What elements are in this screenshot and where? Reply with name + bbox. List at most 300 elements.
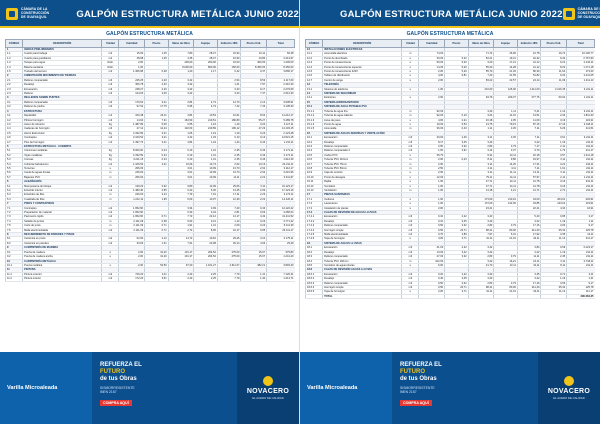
grand-total-label: TOTAL	[323, 294, 402, 298]
cell-code: 3.1	[6, 100, 23, 104]
cell-equipment: 229,37	[494, 96, 518, 100]
cell-code: 18.6	[306, 268, 323, 272]
cell-quantity: 1,00	[419, 189, 445, 193]
cell-labor: 2,43	[168, 277, 194, 281]
cell-indirect: 475,00	[217, 250, 241, 254]
cell-quantity: 19,00	[419, 122, 445, 126]
ad-cta-button[interactable]: COMPRA AQUÍ	[400, 400, 432, 406]
cell-code: 10.1	[6, 263, 23, 267]
cell-unit: u	[402, 70, 419, 74]
cell-equipment: 1,16	[194, 122, 218, 126]
cell-labor: 55,20	[468, 65, 494, 69]
cell-indirect: 87,16	[517, 122, 541, 126]
cell-description: Desalojo	[323, 250, 402, 254]
cell-labor: 9,80	[168, 184, 194, 188]
grand-total-value: 396.263,35	[567, 294, 595, 298]
cell-equipment: 14,11	[494, 175, 518, 179]
cell-unit: Glob.	[102, 61, 119, 65]
cell-unit: Glob.	[102, 65, 119, 69]
cell-unit: m3	[402, 281, 419, 285]
ad-sub-1: SISMORRESISTENTE	[400, 386, 435, 390]
cell-price: 3,51	[145, 277, 169, 281]
cell-description: Acometida	[323, 127, 402, 131]
cell-description: Excavación	[323, 136, 402, 140]
cell-unit: m3	[102, 100, 119, 104]
cell-equipment: 21,01	[494, 290, 518, 294]
cell-indirect: 22,41	[517, 206, 541, 210]
cell-unit-price: 0,23	[241, 131, 267, 135]
cell-labor: 7,72	[168, 215, 194, 219]
cell-unit: u	[102, 263, 119, 267]
logo-line-2: CONSTRUCCIÓN	[577, 11, 606, 16]
cell-labor: 0,55	[168, 122, 194, 126]
cell-description: Bajantes PVC	[23, 175, 102, 179]
cell-quantity: 35,70	[419, 153, 445, 157]
cell-total: 3.414,97	[267, 56, 295, 60]
cell-code: 14.1	[306, 96, 323, 100]
cell-description: Punto de tomacorriente especial	[323, 65, 402, 69]
cell-description: SISTEMA DE AGUAS SERVIDAS Y VENTILACIÓN	[323, 131, 402, 135]
cell-quantity: 100,48	[119, 114, 145, 118]
cell-labor: 41,11	[468, 237, 494, 241]
cell-equipment: 1,44	[194, 140, 218, 144]
advertisement-banner-right[interactable]	[300, 352, 600, 424]
cell-price: 0,43	[445, 127, 469, 131]
cell-code: 9.1	[6, 250, 23, 254]
ad-content	[392, 352, 538, 424]
cell-unit-price: 2,34	[541, 114, 567, 118]
cell-unit-price: 1,41	[241, 272, 267, 276]
cell-labor: 3,43	[468, 109, 494, 113]
cell-quantity: 0,50	[419, 281, 445, 285]
cell-total: 41.211,52	[267, 215, 295, 219]
cell-indirect: 57,97	[517, 175, 541, 179]
cell-total: 14.521,15	[267, 136, 295, 140]
cell-equipment: 1,31	[194, 153, 218, 157]
cell-total: 3.771,22	[267, 219, 295, 223]
ad-headline-2: FUTURO	[100, 369, 125, 375]
table-header-row	[306, 40, 595, 48]
cell-quantity: 306,78	[119, 83, 145, 87]
cell-price: 1,25	[145, 56, 169, 60]
cell-unit: u	[102, 250, 119, 254]
cell-quantity: 2,50	[419, 144, 445, 148]
cell-description: Pavimento rígido	[23, 215, 102, 219]
cell-unit-price: 2,22	[241, 197, 267, 201]
cell-description: Punto de tomacorriente 220V	[323, 70, 402, 74]
cell-labor: 173,09	[468, 197, 494, 201]
cell-description: TELEFONÍA	[323, 83, 402, 87]
cell-indirect: 1,21	[217, 83, 241, 87]
cell-indirect: 7,11	[517, 127, 541, 131]
col-description: DESCRIPCIÓN	[23, 40, 102, 48]
cell-unit: u	[402, 78, 419, 82]
ad-headline	[400, 362, 442, 383]
cell-labor: 3,12	[468, 149, 494, 153]
cell-description: Piso de hormigón	[23, 140, 102, 144]
cell-indirect: 13,73	[217, 171, 241, 175]
page-header	[0, 0, 299, 28]
cell-price: 7,31	[145, 118, 169, 122]
cell-labor: 7,79	[168, 193, 194, 197]
cell-quantity: 1,00	[419, 149, 445, 153]
cell-labor: 27,71	[468, 184, 494, 188]
cell-equipment: 26,90	[494, 52, 518, 56]
cell-unit: u	[402, 61, 419, 65]
cell-unit-price: 1,12	[541, 109, 567, 113]
cell-equipment: 10,07	[194, 197, 218, 201]
cell-equipment: 3,79	[494, 281, 518, 285]
cell-code: 18.6.5	[306, 290, 323, 294]
cell-equipment: 4,21	[494, 189, 518, 193]
cell-description: Hormigón simple	[323, 285, 402, 289]
cell-unit: m3	[402, 255, 419, 259]
cell-unit: m2	[102, 162, 119, 166]
cell-description: CIMENTACIÓN MOVIMIENTO DE TIERRAS	[23, 74, 102, 78]
cell-total: 1.241,23	[267, 255, 295, 259]
cell-unit-price: 3,35	[541, 233, 567, 237]
cell-unit: u	[402, 180, 419, 184]
cell-quantity: 170,62	[119, 100, 145, 104]
cell-indirect: 10,94	[217, 52, 241, 56]
cell-total: 14.122,22	[267, 206, 295, 210]
cell-total: 7.126,41	[267, 272, 295, 276]
cell-code: 16.11	[306, 180, 323, 184]
cell-price: 23,71	[445, 285, 469, 289]
col-quantity: Cantidad	[419, 40, 445, 48]
cell-unit-price: 15,07	[241, 250, 267, 254]
cell-indirect: 211,20	[517, 285, 541, 289]
ad-headline-2: FUTURO	[400, 369, 425, 375]
cell-unit: m3	[402, 136, 419, 140]
page-header-right	[300, 0, 606, 28]
cell-description: Trazado del terreno	[23, 70, 102, 74]
cell-total: 211,11	[567, 171, 595, 175]
logo-line-2: CONSTRUCCIÓN	[21, 11, 50, 16]
cell-description: Relleno compactado	[23, 78, 102, 82]
cell-unit: m3	[102, 92, 119, 96]
cell-equipment: 3,45	[494, 136, 518, 140]
cell-total: 31.123,17	[267, 184, 295, 188]
cell-unit-price: 0,43	[241, 158, 267, 162]
cell-indirect: 12,30	[217, 197, 241, 201]
cell-equipment: 0,21	[194, 219, 218, 223]
cell-labor: 1,11	[468, 127, 494, 131]
cell-equipment: 3,79	[494, 144, 518, 148]
cell-quantity: 1.212,11	[119, 197, 145, 201]
cell-quantity: 266,00	[119, 175, 145, 179]
cell-labor: 52,21	[468, 56, 494, 60]
cell-labor: 7,97	[468, 233, 494, 237]
cell-description: Relleno compactado	[23, 100, 102, 104]
cell-description: Desalojo	[323, 140, 402, 144]
cell-code: 6.2	[6, 189, 23, 193]
cell-code: 1.5	[6, 70, 23, 74]
cell-code: 11.1	[6, 272, 23, 276]
cell-equipment: 12,09	[194, 184, 218, 188]
cell-equipment: 14,11	[494, 184, 518, 188]
cell-indirect: 25,06	[217, 184, 241, 188]
ad-brand-tagline: EL ACERO DE CALIDAD	[252, 396, 284, 400]
cell-price: 6,81	[445, 74, 469, 78]
cell-description: Puerta de madera	[23, 250, 102, 254]
cell-description: Centro de carga	[323, 78, 402, 82]
cell-indirect: 41,12	[517, 61, 541, 65]
cell-unit: m	[402, 52, 419, 56]
cell-quantity: 2,00	[419, 206, 445, 210]
ad-subtext	[400, 386, 435, 394]
cell-indirect: 11,11	[217, 175, 241, 179]
cell-indirect: 29,26	[217, 237, 241, 241]
cell-quantity: 41,00	[419, 246, 445, 250]
logo-line-1: CÁMARA DE LA	[577, 7, 605, 12]
cell-indirect: 7,17	[517, 144, 541, 148]
cell-unit: m2	[102, 228, 119, 232]
cell-price: 3,21	[145, 162, 169, 166]
cell-code: 1	[6, 48, 23, 52]
cell-total: 3.174,11	[267, 193, 295, 197]
cell-code: 17.4.5	[306, 233, 323, 237]
cell-equipment: 1,31	[194, 224, 218, 228]
cell-unit: u	[402, 96, 419, 100]
cell-quantity: 2,00	[419, 171, 445, 175]
cell-labor: 4,35	[168, 56, 194, 60]
cell-total: 3.938,91	[267, 100, 295, 104]
cell-quantity: 2,00	[119, 250, 145, 254]
ad-brand	[538, 352, 600, 424]
cell-code: 1.1	[6, 52, 23, 56]
col-total: Total	[267, 40, 295, 48]
cell-unit-price: 60,04	[541, 96, 567, 100]
cell-unit-price: 0,44	[241, 140, 267, 144]
cell-code: 7.2	[6, 211, 23, 215]
cell-description: Sumidero de aguas lluvias	[323, 263, 402, 267]
cell-unit: m	[102, 224, 119, 228]
cell-equipment: 21,01	[494, 237, 518, 241]
cell-indirect: 3,23	[217, 92, 241, 96]
table-body-right	[306, 48, 595, 295]
cell-code: 5	[6, 144, 23, 148]
cell-unit-price: 11,09	[541, 78, 567, 82]
cell-description: Enlucido interior	[23, 189, 102, 193]
cell-total: 22.211,11	[267, 162, 295, 166]
cell-description: SISTEMA DE AGUAS LLUVIAS	[323, 241, 402, 245]
cell-unit: m2	[102, 215, 119, 219]
cell-code: 16.1	[306, 136, 323, 140]
cell-indirect: 34,00	[517, 197, 541, 201]
col-unit-price: Precio Unit.	[241, 40, 267, 48]
cell-indirect: 3,84	[517, 246, 541, 250]
cell-unit: m3	[402, 228, 419, 232]
cell-equipment: 3,45	[494, 127, 518, 131]
logo-text-right	[578, 8, 606, 19]
cell-description: Punto de desagüe	[323, 175, 402, 179]
cell-indirect: 1,13	[217, 219, 241, 223]
cell-code: 7	[6, 202, 23, 206]
cell-equipment: 142,00	[494, 202, 518, 206]
advertisement-banner-left[interactable]	[0, 352, 299, 424]
cell-total: 211,11	[567, 250, 595, 254]
cell-labor: 41,11	[468, 290, 494, 294]
cell-indirect: 2,81	[217, 211, 241, 215]
cell-labor: 3,42	[168, 92, 194, 96]
cell-labor: 101,17	[168, 255, 194, 259]
cell-indirect: 3,45	[517, 272, 541, 276]
cell-code: 7.6	[6, 228, 23, 232]
cell-unit: m3	[102, 78, 119, 82]
cell-unit: m2	[102, 114, 119, 118]
cell-description: Enlucidos de filos	[23, 193, 102, 197]
cell-unit-price: 0,63	[241, 211, 267, 215]
cell-unit-price: 0,37	[241, 70, 267, 74]
cell-indirect: 2,54	[217, 78, 241, 82]
cell-total: 17.123,16	[267, 189, 295, 193]
cell-price: 0,48	[145, 70, 169, 74]
cell-code: 9	[6, 246, 23, 250]
cell-description: ALBAÑILERÍA	[23, 180, 102, 184]
cell-quantity: 0,50	[419, 285, 445, 289]
cell-indirect: 211,20	[517, 228, 541, 232]
cell-labor: 3,34	[168, 206, 194, 210]
col-unit: Unidad	[102, 40, 119, 48]
cell-labor: 0,95	[168, 105, 194, 109]
cell-equipment: 2,37	[494, 149, 518, 153]
cell-total: 9,17	[567, 281, 595, 285]
cell-unit: m3	[402, 250, 419, 254]
cell-equipment: 4,73	[194, 105, 218, 109]
cell-total: 173,23	[567, 70, 595, 74]
cell-description: Hormigón simple	[323, 228, 402, 232]
cell-unit-price: 0,13	[241, 136, 267, 140]
cell-price: 2,55	[145, 189, 169, 193]
ad-cta-button[interactable]: COMPRA AQUÍ	[100, 400, 132, 406]
cell-labor: 3,43	[468, 277, 494, 281]
cell-equipment: 8,06	[194, 228, 218, 232]
cell-unit: m3	[402, 144, 419, 148]
cell-description: Excavación	[323, 272, 402, 276]
cell-price: 0,24	[145, 153, 169, 157]
cell-description: CARPINTERÍA DE MADERA	[23, 246, 102, 250]
cell-quantity: 4,00	[419, 237, 445, 241]
cell-labor: 10,09	[168, 162, 194, 166]
cell-unit: m2	[102, 277, 119, 281]
cell-description: Tubería PVC 75mm	[323, 162, 402, 166]
cell-description: Instalación de piezas	[323, 206, 402, 210]
cell-unit: m2	[102, 184, 119, 188]
cell-labor: 3,01	[168, 175, 194, 179]
cell-labor: 3,20	[468, 61, 494, 65]
cell-unit: m	[102, 197, 119, 201]
cell-quantity: 27,12	[119, 127, 145, 131]
cell-indirect: 5,41	[517, 109, 541, 113]
cell-indirect: 41,12	[517, 65, 541, 69]
cell-unit: m	[102, 193, 119, 197]
cell-description: Tubería PVC 110mm	[323, 158, 402, 162]
cell-equipment: 13,11	[494, 263, 518, 267]
cell-total: 11.212,17	[267, 114, 295, 118]
cell-price: 3,32	[445, 144, 469, 148]
grand-total-row	[306, 294, 595, 298]
cell-unit-price: 3.216,45	[541, 87, 567, 91]
cell-equipment: 10,53	[194, 114, 218, 118]
cell-equipment: 19,41	[494, 56, 518, 60]
cell-code: 12.7	[306, 78, 323, 82]
cell-equipment: 2,35	[494, 118, 518, 122]
cell-description: ESTRUCTURA METÁLICA - CUBIERTA	[23, 144, 102, 148]
cell-code: 16.10	[306, 175, 323, 179]
cell-quantity: 1,00	[419, 87, 445, 91]
cell-equipment: 14,20	[494, 162, 518, 166]
cell-code: 2.2	[6, 83, 23, 87]
cell-price: 3,21	[145, 100, 169, 104]
cell-description: Contrapiso	[23, 136, 102, 140]
table-row	[6, 277, 295, 281]
cell-price: 3,21	[145, 136, 169, 140]
ad-brand	[237, 352, 299, 424]
cell-quantity: 2,00	[119, 255, 145, 259]
table-subtitle-right: GALPÓN ESTRUCTURA METÁLICA	[406, 31, 494, 37]
cell-unit: u	[402, 65, 419, 69]
cell-indirect: 196,12	[217, 127, 241, 131]
cell-labor: 3,42	[168, 78, 194, 82]
cell-unit-price: 204,91	[541, 197, 567, 201]
cell-total: 211,11	[567, 189, 595, 193]
cell-equipment: 3,44	[194, 211, 218, 215]
cell-code: 18.3	[306, 255, 323, 259]
cell-description: Punto de tomacorriente	[323, 61, 402, 65]
cell-indirect: 10,78	[517, 52, 541, 56]
cell-total: 111,17	[567, 290, 595, 294]
cell-price: 5,20	[445, 65, 469, 69]
cell-total: 143,91	[567, 202, 595, 206]
cell-unit: m	[402, 162, 419, 166]
cell-unit-price: 2,93	[241, 189, 267, 193]
cell-unit: u	[402, 202, 419, 206]
cell-description: Relleno compactado	[323, 144, 402, 148]
cell-total: 2.175,11	[267, 237, 295, 241]
cell-indirect: 22,18	[517, 153, 541, 157]
cell-code: 10	[6, 259, 23, 263]
col-labor: Mano de Obra	[168, 40, 194, 48]
cell-labor: 0,13	[168, 158, 194, 162]
cell-unit-price: 1,19	[541, 250, 567, 254]
cell-total: 3,11	[567, 272, 595, 276]
cell-code: 18.6.2	[306, 277, 323, 281]
cell-description: Cuarto para guardianía	[23, 56, 102, 60]
cell-indirect: 2.611,07	[217, 263, 241, 267]
cell-equipment: 204,52	[194, 255, 218, 259]
cell-code: 18	[306, 241, 323, 245]
cell-equipment: 80,00	[494, 285, 518, 289]
cell-equipment: 4,11	[494, 166, 518, 170]
ad-headline-1: REFUERZA EL	[400, 362, 442, 368]
cell-labor: 3,11	[468, 171, 494, 175]
cell-price: 5,20	[445, 70, 469, 74]
cell-price: 6,71	[145, 215, 169, 219]
cell-description: Contrapiso	[23, 206, 102, 210]
cell-unit: m	[402, 166, 419, 170]
cell-unit-price: 55,27	[241, 118, 267, 122]
cell-labor: 3,42	[468, 246, 494, 250]
cell-price: 2,20	[145, 87, 169, 91]
cell-code: 15.1.4	[306, 122, 323, 126]
cell-description: Excavación	[323, 215, 402, 219]
cell-total: 134,11	[567, 162, 595, 166]
cell-indirect: 42,32	[517, 56, 541, 60]
cell-description: Tubería de agua caliente	[323, 114, 402, 118]
cell-indirect: 2,62	[217, 162, 241, 166]
cell-equipment: 31,55	[494, 74, 518, 78]
